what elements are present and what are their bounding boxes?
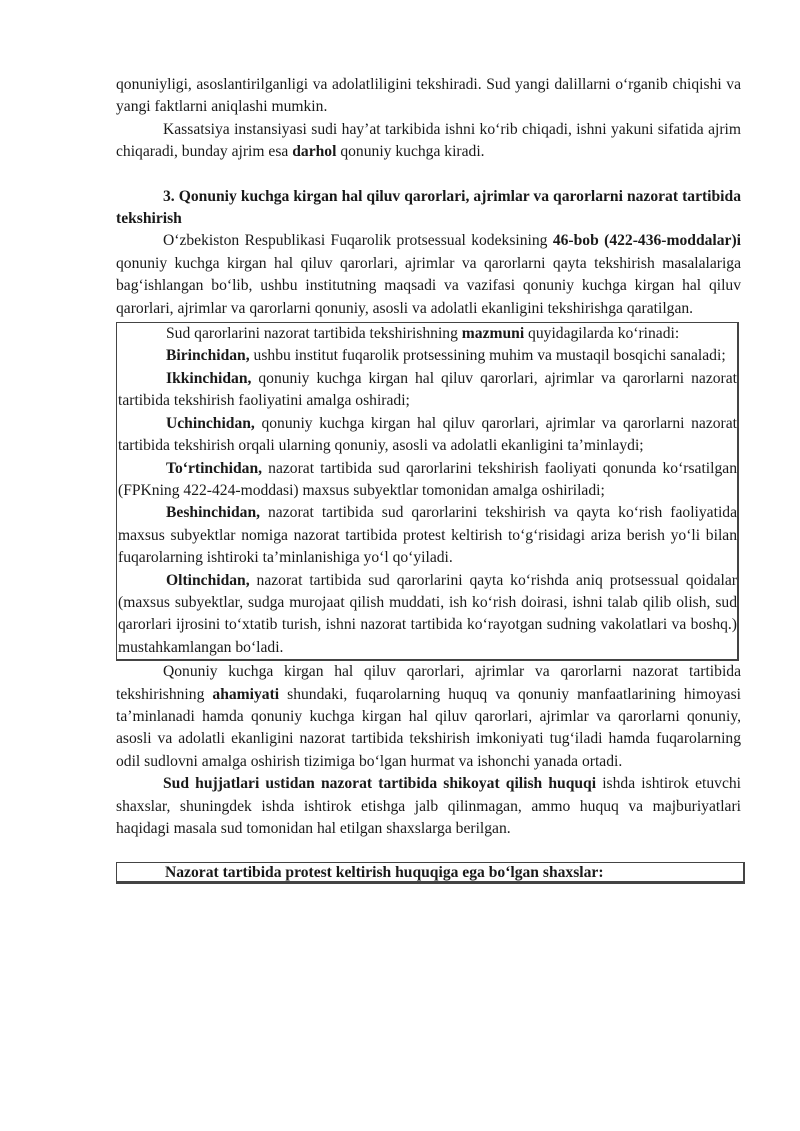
after-bold-ahamiyati: ahamiyati [212, 685, 280, 703]
after-paragraph-1 [116, 661, 741, 773]
box-item-text: qonuniy kuchga kirgan hal qiluv qarorlari, ajrimlar va qarorlarni nazorat tartibida tekshirish orqali ularning qonuniy, asosli va adolatli ekanligini ta’minlaydi; [118, 414, 737, 455]
intro-text-2a: Kassatsiya instansiyasi sudi hay’at tarkibida ishni ko‘rib chiqadi, ishni yakuni sifatida ajrim chiqaradi, bunday ajrim esa [116, 120, 741, 161]
box-item-text: qonuniy kuchga kirgan hal qiluv qarorlari, ajrimlar va qarorlarni nazorat tartibida tekshirish faoliyatini amalga oshiradi; [118, 369, 737, 410]
section-bold-chapter: 46-bob (422-436-moddalar)i [552, 232, 741, 250]
footer-box-title: Nazorat tartibida protest keltirish huquqiga ega bo‘lgan shaxslar: [165, 864, 604, 882]
intro-bold-darhol: darhol [292, 143, 337, 161]
intro-text-1: qonuniyligi, asoslantirilganligi va adolatliligini tekshiradi. Sud yangi dalillarni o‘rganib chiqishi va yangi faktlarni aniqlashi mumkin. [116, 76, 741, 116]
box-item-text: nazorat tartibida sud qarorlarini tekshirish faoliyati qonunda ko‘rsatilgan (FPKning 422-424-moddasi) maxsus subyektlar tomonidan amalga oshiriladi; [118, 459, 737, 499]
section-text-1a: O‘zbekiston Respublikasi Fuqarolik protsessual kodeksining [163, 232, 553, 250]
box-item-3 [118, 413, 737, 458]
intro-text-2b: qonuniy kuchga kiradi. [336, 143, 485, 161]
intro-paragraph-2 [116, 119, 741, 164]
section-text-1b: qonuniy kuchga kirgan hal qiluv qarorlari, ajrimlar va qarorlarni qayta tekshirish masalalariga bag‘ishlangan bo‘lib, ushbu institutning maqsadi va vazifasi qonuniy kuchga kirgan hal qiluv qarorlari, ajrimlar va qarorlarni qonuniy, asosli va adolatli ekanligini tekshirishga qaratilgan. [116, 254, 741, 317]
section-heading: 3. Qonuniy kuchga kirgan hal qiluv qarorlari, ajrimlar va qarorlarni nazorat tartibida tekshirish [116, 187, 741, 228]
section-paragraph-1 [116, 230, 741, 320]
box-item-lead: Birinchidan, [166, 347, 250, 365]
box-intro [118, 323, 737, 345]
box-item-text: nazorat tartibida sud qarorlarini qayta ko‘rishda aniq protsessual qoidalar (maxsus subyektlar, sudga murojaat qilish muddati, ish ko‘rish doirasi, ishni talab qilib olish, sud qarorlari ijrosini to‘xtatib turish, ishni nazorat tartibida ko‘rayotgan sudning vakolatlari va boshq.) mustahkamlangan bo‘ladi. [118, 571, 737, 656]
box-item-4 [118, 458, 737, 503]
after-text-1b: shundaki, fuqarolarning huquq va qonuniy manfaatlarining himoyasi ta’minlanadi hamda qonuniy kuchga kirgan hal qiluv qarorlari, ajrimlar va qarorlarni qonuniy, asosli va adolatli ekanligini nazorat tartibida tekshirish imkoniyati tug‘iladi hamda fuqarolarning odil sudlovni amalga oshirish tizimiga bo‘lgan hurmat va ishonchi yanada ortadi. [116, 685, 741, 770]
box-item-1 [118, 345, 737, 367]
after-text-2: ishda ishtirok etuvchi shaxslar, shuningdek ishda ishtirok etishga jalb qilinmagan, ammo huquq va majburiyatlari haqidagi masala sud tomonidan hal etilgan shaxslarga berilgan. [116, 775, 741, 837]
box-item-lead: To‘rtinchidan, [166, 459, 263, 477]
after-paragraph-2 [116, 773, 741, 840]
intro-paragraph-1 [116, 74, 741, 119]
box-item-text: ushbu institut fuqarolik protsessining muhim va mustaqil bosqichi sanaladi; [249, 347, 726, 365]
after-text-1a: Qonuniy kuchga kirgan hal qiluv qarorlari, ajrimlar va qarorlarni nazorat tartibida tekshirishning [116, 663, 741, 703]
box-item-lead: Oltinchidan, [166, 571, 250, 589]
box-item-lead: Ikkinchidan, [166, 369, 252, 387]
box-item-2 [118, 368, 737, 413]
box-item-lead: Uchinchidan, [166, 414, 255, 432]
after-bold-right: Sud hujjatlari ustidan nazorat tartibida shikoyat qilish huquqi [163, 775, 597, 793]
box-item-lead: Beshinchidan, [166, 504, 261, 522]
document-page [116, 74, 741, 884]
box-item-5 [118, 502, 737, 569]
footer-box [116, 862, 745, 884]
content-box [116, 322, 739, 661]
box-item-text: nazorat tartibida sud qarorlarini tekshirish va qayta ko‘rish faoliyatida maxsus subyektlar nomiga nazorat tartibida protest keltirish to‘g‘risidagi ariza berish yo‘li bilan fuqarolarning ishtiroki ta’minlanishiga yo‘l qo‘yiladi. [118, 504, 737, 567]
box-intro-bold: mazmuni [461, 325, 525, 343]
box-item-6 [118, 570, 737, 660]
box-intro-text-a: Sud qarorlarini nazorat tartibida tekshirishning [166, 325, 462, 343]
box-intro-text-b: quyidagilarda ko‘rinadi: [524, 325, 680, 343]
